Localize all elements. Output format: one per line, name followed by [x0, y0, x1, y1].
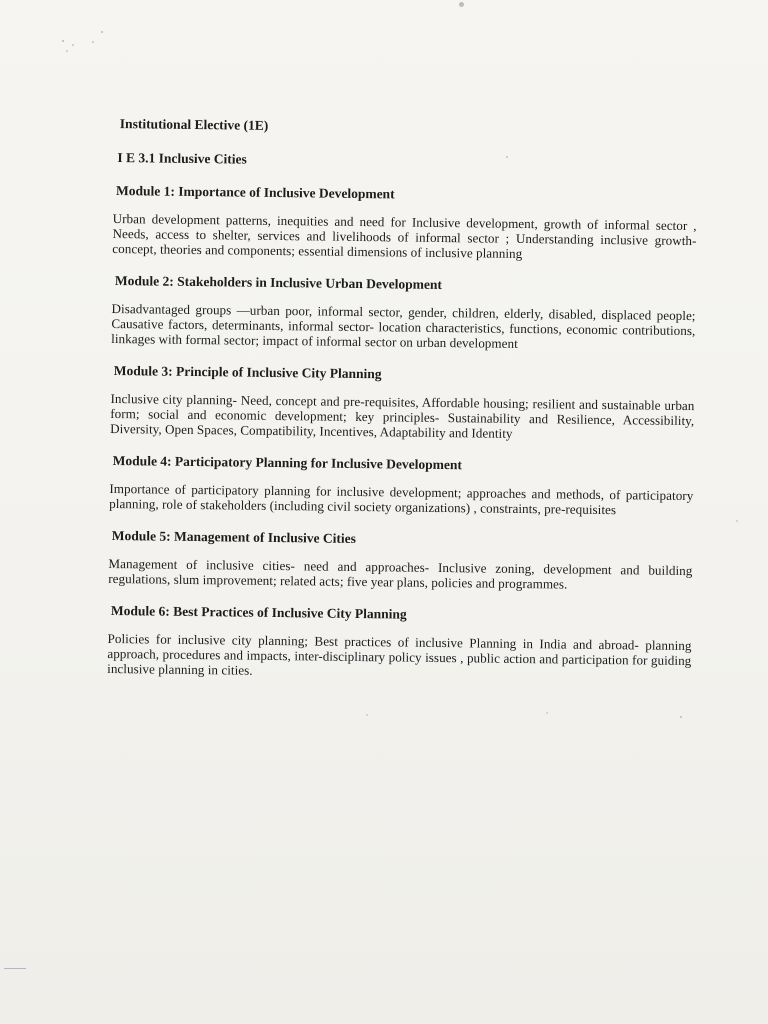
module-title: Module 6: Best Practices of Inclusive City Planning [110, 603, 407, 622]
module-body: Policies for inclusive city planning; Best practices of inclusive Planning in India and abroad- planning approach, procedures and impacts, inter-disciplinary policy issues , public action and participation for guiding inclusive planning in cities. [107, 630, 692, 678]
scan-mark [4, 968, 26, 969]
module-title: Module 1: Importance of Inclusive Development [115, 183, 395, 202]
scan-speck [72, 44, 74, 46]
scan-speck [101, 31, 103, 33]
module-1 [112, 183, 697, 263]
scan-speck [736, 520, 738, 522]
module-4 [109, 453, 694, 518]
module-body: Management of inclusive cities- need and approaches- Inclusive zoning, development and building regulations, slum improvement; related acts; five year plans, policies and programmes. [108, 555, 693, 592]
module-body: Disadvantaged groups —urban poor, informal sector, gender, children, elderly, disabled, displaced people; Causative factors, determinants, informal sector- location characteristics, functions, economic contributions, linkages with formal sector; impact of informal sector on urban development [111, 300, 696, 351]
scan-speck [62, 40, 64, 42]
document-content [107, 112, 698, 683]
document-header: Institutional Elective (1E) [119, 116, 269, 133]
scan-speck [66, 50, 68, 52]
module-title: Module 2: Stakeholders in Inclusive Urban Development [114, 273, 443, 293]
module-3 [110, 363, 695, 443]
scan-speck [459, 2, 464, 7]
course-title: I E 3.1 Inclusive Cities [117, 150, 247, 167]
module-body: Inclusive city planning- Need, concept and pre-requisites, Affordable housing; resilient and sustainable urban form; social and economic development; key principles- Sustainability and Resilience, Accessibility, Diversity, Open Spaces, Compatibility, Incentives, Adaptability and Identity [110, 390, 695, 441]
module-body: Importance of participatory planning for inclusive development; approaches and methods, of participatory planning, role of stakeholders (including civil society organizations) , constraints, pre-requisites [109, 480, 694, 518]
module-6 [107, 603, 692, 683]
scan-speck [680, 716, 682, 718]
scan-speck [546, 712, 548, 714]
module-title: Module 4: Participatory Planning for Inclusive Development [112, 453, 463, 473]
scan-speck [366, 714, 368, 716]
scan-speck [92, 41, 94, 43]
module-title: Module 5: Management of Inclusive Cities [111, 528, 357, 546]
module-5 [108, 528, 693, 593]
module-title: Module 3: Principle of Inclusive City Planning [113, 363, 382, 382]
module-2 [111, 273, 696, 353]
module-body: Urban development patterns, inequities and need for Inclusive development, growth of informal sector , Needs, access to shelter, services and livelihoods of informal sector ; Understanding inclusive growth- concept, theories and components; essential dimensions of inclusive planning [112, 210, 697, 261]
